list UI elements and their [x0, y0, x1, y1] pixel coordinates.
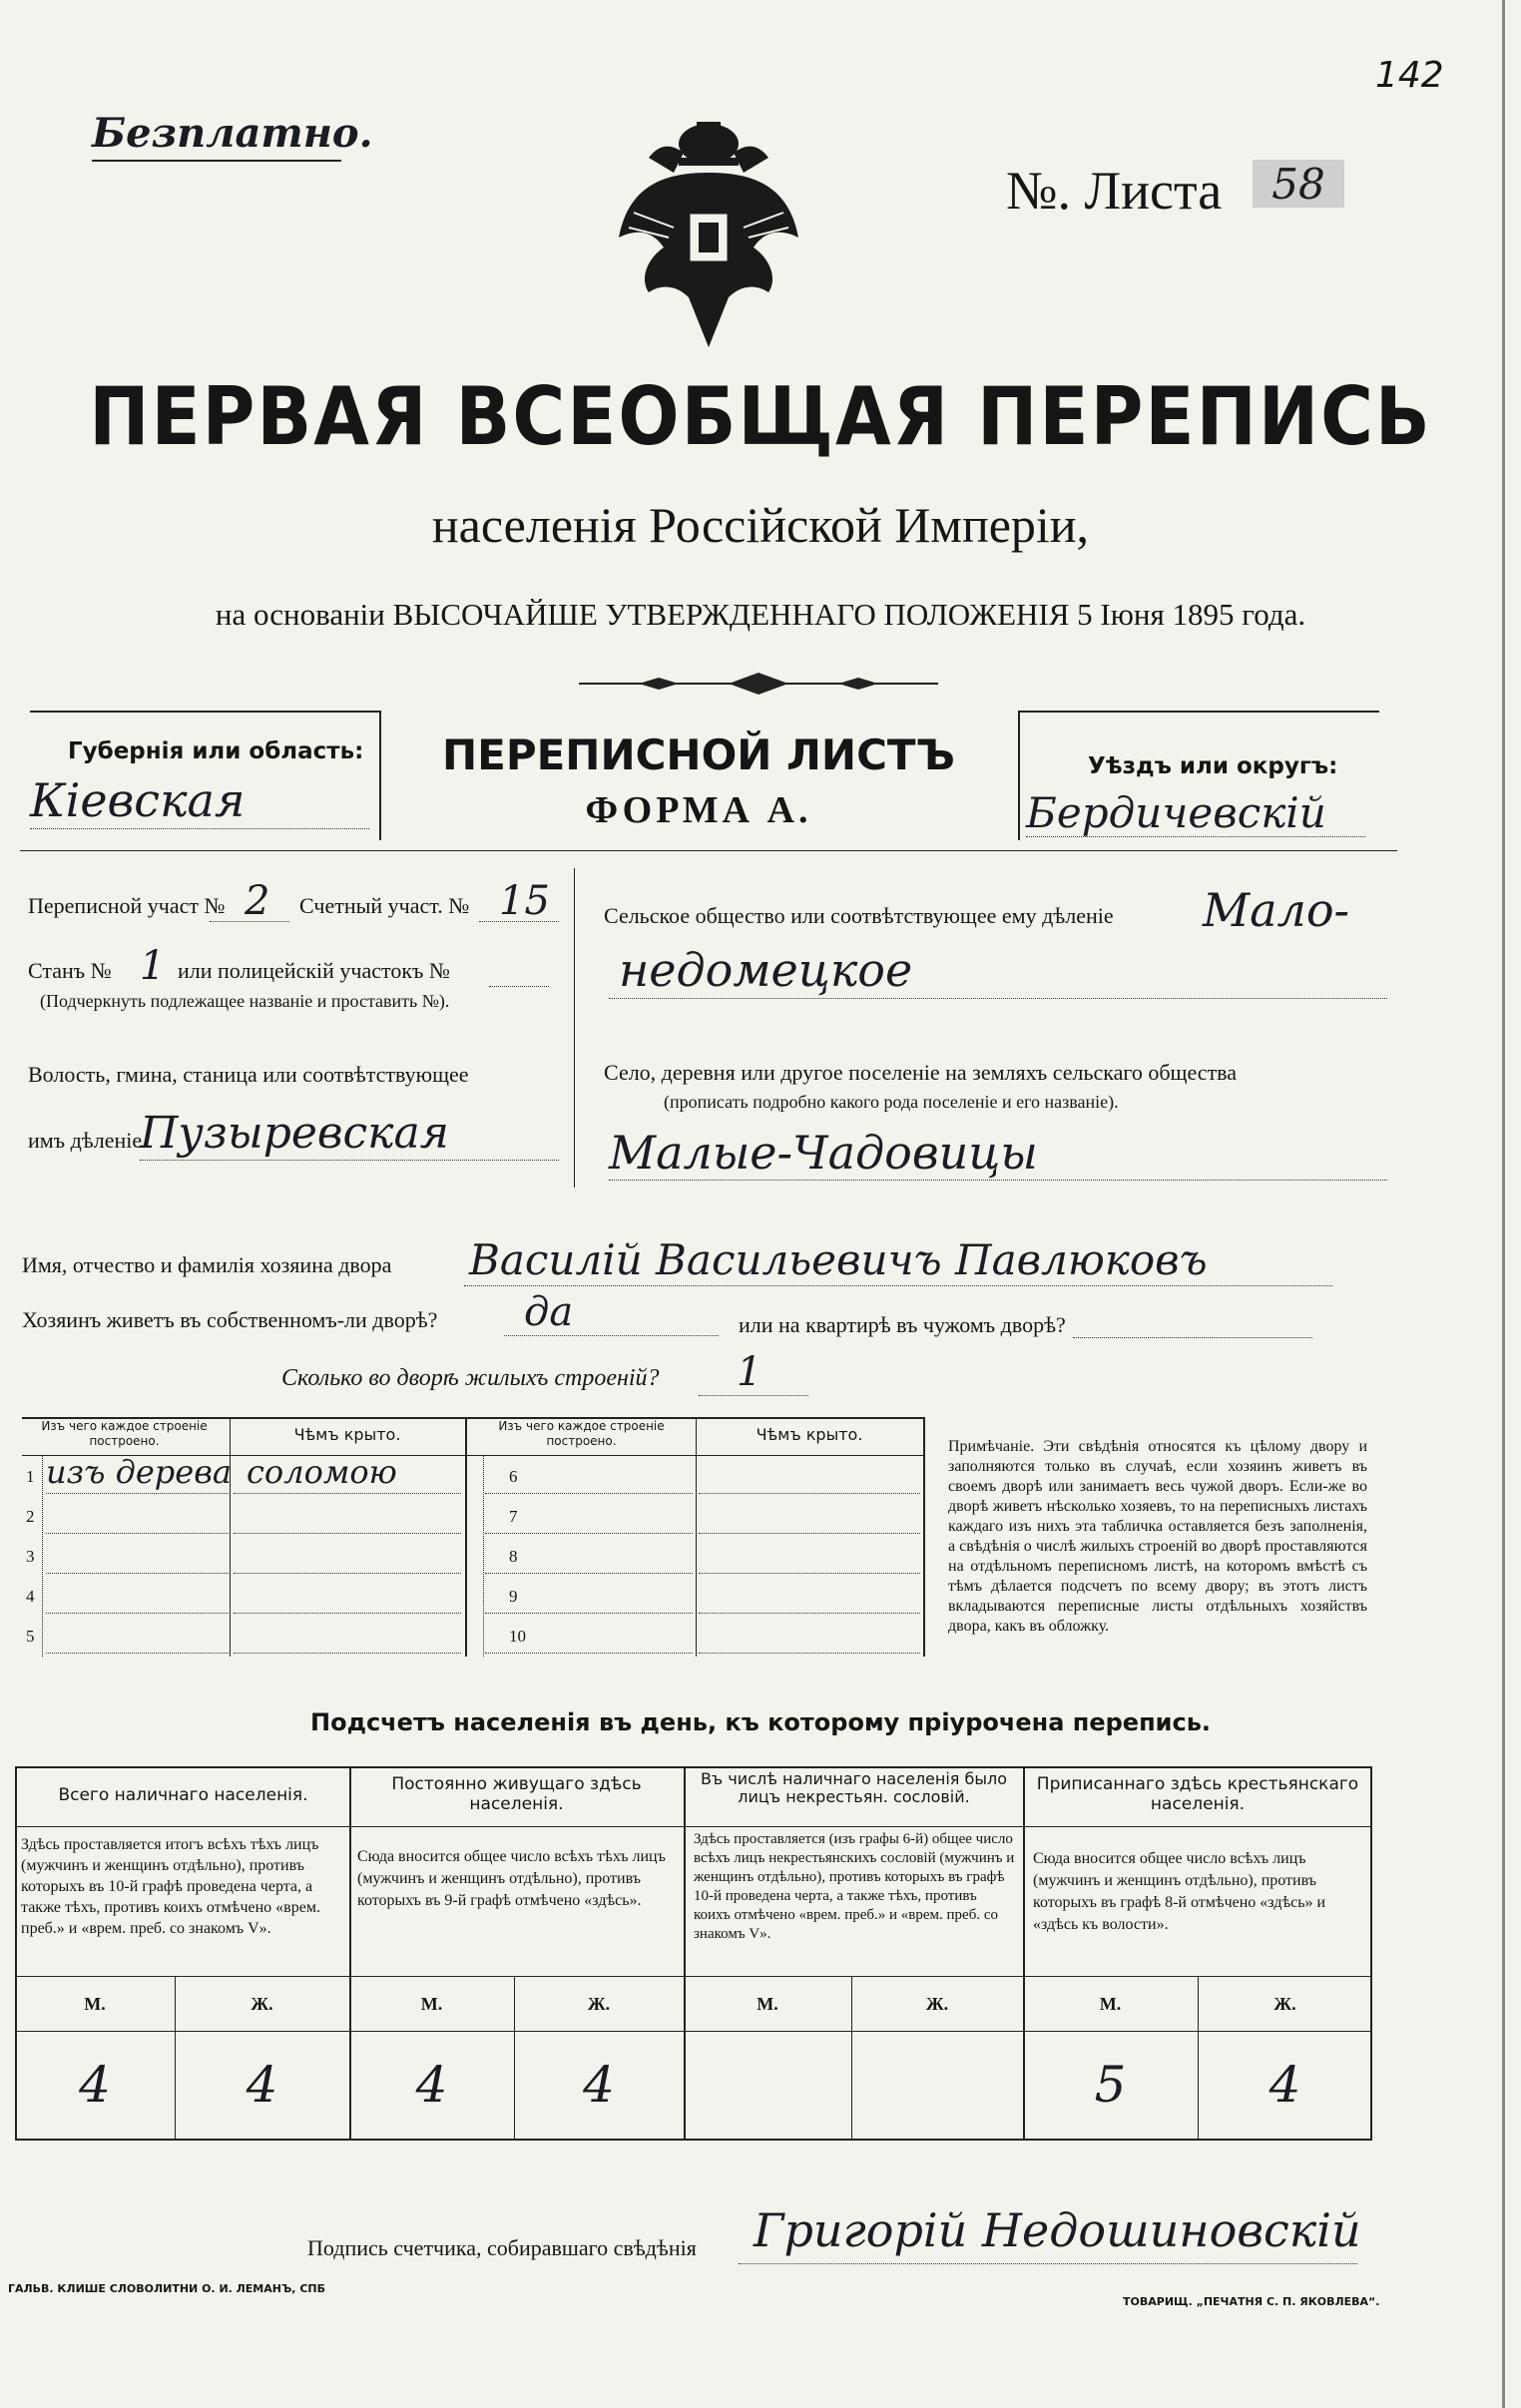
- population-m-value: 4: [415, 2056, 448, 2114]
- gubernia-label: Губернія или область:: [68, 738, 364, 764]
- population-col-head: Приписаннаго здѣсь крестьянскаго населенія.: [1036, 1774, 1359, 1814]
- population-m-label: М.: [757, 1994, 778, 2014]
- form-title: ПЕРЕПИСНОЙ ЛИСТЪ: [441, 730, 956, 779]
- building-row-number: 3: [26, 1547, 35, 1566]
- population-col-desc: Здѣсь проставляется (изъ графы 6-й) общее число всѣхъ лицъ некрестьянскихъ сословій (мужчинъ и женщинъ отдѣльно), противъ которыхъ въ графѣ 10-й проведена черта, а также тѣхъ, противъ коихъ отмѣчено «врем. преб.» и «врем. преб. со знакомъ V».: [694, 1831, 1015, 1942]
- footer-right: ТОВАРИЩ. „ПЕЧАТНЯ С. П. ЯКОВЛЕВА“.: [1123, 2295, 1380, 2308]
- population-col-head: Въ числѣ наличнаго населенія было лицъ некрестьян. сословій.: [700, 1769, 1008, 1806]
- population-table: [15, 1766, 1372, 2141]
- left-material-header: Изъ чего каждое строеніе построено.: [41, 1419, 208, 1448]
- population-col-desc: Сюда вносится общее число всѣхъ лицъ (мужчинъ и женщинъ отдѣльно), противъ которыхъ въ графѣ 8-й отмѣчено «здѣсь» и «здѣсь къ волости».: [1033, 1850, 1326, 1933]
- building-row: [465, 1497, 924, 1537]
- village-hint: (прописать подробно какого рода поселеніе и его названіе).: [664, 1092, 1119, 1112]
- owner-label: Имя, отчество и фамилія хозяина двора: [22, 1252, 392, 1277]
- building-row: [22, 1617, 465, 1657]
- society-value-2: недомецкое: [619, 943, 913, 997]
- imperial-eagle-emblem: [609, 118, 808, 357]
- form-name: ФОРМА А.: [585, 789, 812, 831]
- population-m-label: М.: [1099, 1994, 1122, 2014]
- building-row-number: 4: [26, 1587, 35, 1606]
- stan-value: 1: [140, 943, 166, 989]
- census-area-value: 2: [245, 878, 270, 924]
- census-area-label: Переписной участ №: [28, 893, 226, 918]
- building-row: [22, 1453, 465, 1497]
- form-header-bottom-rule: [20, 850, 1397, 851]
- building-row: [465, 1457, 924, 1497]
- building-row: [465, 1537, 924, 1577]
- volost-label: Волость, гмина, станица или соотвѣтствующее: [28, 1062, 469, 1087]
- building-row-number: 8: [509, 1547, 518, 1566]
- building-row: [22, 1577, 465, 1617]
- footer-left: ГАЛЬВ. КЛИШЕ СЛОВОЛИТНИ О. И. ЛЕМАНЪ, СПБ: [8, 2282, 325, 2295]
- building-row: [22, 1497, 465, 1537]
- society-value-line: [609, 998, 1387, 999]
- ornament-divider: [579, 669, 938, 699]
- village-value-line: [609, 1180, 1387, 1181]
- building-row-number: 5: [26, 1627, 35, 1646]
- village-label: Село, деревня или другое поселеніе на земляхъ сельскаго общества: [604, 1060, 1238, 1085]
- society-label: Сельское общество или соотвѣтствующее ему дѣленіе: [604, 903, 1114, 928]
- gubernia-value-line: [30, 828, 369, 829]
- population-col-head: Всего наличнаго населенія.: [58, 1785, 308, 1805]
- building-roof: соломою: [247, 1453, 397, 1491]
- signature-line: [739, 2263, 1357, 2264]
- volost-value: Пузыревская: [140, 1108, 449, 1159]
- basis-line: на основаніи ВЫСОЧАЙШЕ УТВЕРЖДЕННАГО ПОЛОЖЕНІЯ 5 Іюня 1895 года.: [215, 597, 1306, 632]
- building-row: [22, 1537, 465, 1577]
- corner-mark: 142: [1375, 55, 1444, 96]
- population-col-desc: Сюда вносится общее число всѣхъ тѣхъ лицъ (мужчинъ и женщинъ отдѣльно), противъ которыхъ въ 9-й графѣ отмѣчено «здѣсь».: [357, 1848, 666, 1909]
- own-yard-label: Хозяинъ живетъ въ собственномъ-ли дворѣ?: [22, 1307, 438, 1332]
- sheet-number-label: №. Листа: [1006, 161, 1223, 221]
- population-f-label: Ж.: [251, 1994, 273, 2014]
- count-area-label: Счетный участ. №: [299, 893, 470, 918]
- buildings-value: 1: [737, 1349, 762, 1395]
- building-row: [465, 1577, 924, 1617]
- building-row-number: 7: [509, 1507, 518, 1526]
- population-m-label: М.: [420, 1994, 443, 2014]
- census-area-line: [210, 921, 289, 922]
- page-title: ПЕРВАЯ ВСЕОБЩАЯ ПЕРЕПИСЬ: [89, 368, 1432, 464]
- population-col-desc: Здѣсь проставляется итогъ всѣхъ тѣхъ лицъ (мужчинъ и женщинъ отдѣльно), противъ которыхъ въ 10-й графѣ проведена черта, а также тѣхъ, противъ коихъ отмѣчено «врем. преб.» и «врем. преб. со знакомъ V».: [21, 1836, 320, 1937]
- rented-line: [1073, 1337, 1312, 1338]
- population-m-label: М.: [84, 1994, 106, 2014]
- underline-hint: (Подчеркнуть подлежащее названіе и проставить №).: [40, 991, 450, 1011]
- building-row-number: 1: [26, 1467, 35, 1486]
- location-column-divider: [574, 868, 575, 1188]
- population-m-value: 4: [79, 2056, 111, 2114]
- population-title: Подсчетъ населенія въ день, къ которому пріурочена перепись.: [310, 1708, 1211, 1736]
- signature-label: Подпись счетчика, собиравшаго свѣдѣнія: [307, 2235, 697, 2260]
- own-yard-line: [504, 1335, 719, 1336]
- stan-label: Станъ №: [28, 958, 112, 983]
- page-subtitle: населенія Россійской Имперіи,: [431, 497, 1090, 553]
- building-row-number: 9: [509, 1587, 518, 1606]
- population-f-label: Ж.: [1273, 1994, 1296, 2014]
- population-f-label: Ж.: [925, 1994, 949, 2014]
- population-f-label: Ж.: [587, 1994, 611, 2014]
- buildings-table: [22, 1417, 925, 1657]
- signature-value: Григорій Недошиновскій: [754, 2203, 1361, 2257]
- building-row: [465, 1617, 924, 1657]
- rented-label: или на квартирѣ въ чужомъ дворѣ?: [739, 1312, 1066, 1337]
- remark-text: Примѣчаніе. Эти свѣдѣнія относятся къ цѣлому двору и заполняются только въ случаѣ, если хозяинъ живетъ въ своемъ дворѣ или занимаетъ весь чужой дворъ. Если-же во дворѣ живетъ нѣсколько хозяевъ, то на переписныхъ листахъ каждаго изъ нихъ эта табличка оставляется безъ заполненія, а свѣдѣнія о числѣ жилыхъ строеній во дворѣ проставляются на отдѣльномъ переписномъ листѣ, на которомъ вмѣстѣ съ тѣмъ дѣлается подсчетъ по всему двору; въ этотъ листъ вкладываются переписные листы отдѣльныхъ хозяйствъ двора, какъ въ обложку.: [948, 1438, 1367, 1635]
- right-material-header: Изъ чего каждое строеніе построено.: [498, 1419, 665, 1448]
- owner-value-line: [464, 1285, 1332, 1286]
- right-roof-header: Чѣмъ крыто.: [756, 1425, 863, 1444]
- village-value: Малые-Чадовицы: [609, 1126, 1038, 1180]
- buildings-line: [699, 1395, 808, 1396]
- volost-value-line: [140, 1160, 559, 1161]
- owner-value: Василій Васильевичъ Павлюковъ: [469, 1235, 1208, 1284]
- population-col-head: Постоянно живущаго здѣсь населенія.: [391, 1774, 642, 1814]
- uezd-label: Уѣздъ или округъ:: [1088, 753, 1338, 779]
- free-of-charge-label: Безплатно.: [92, 110, 373, 157]
- uezd-value-line: [1026, 836, 1365, 837]
- building-row-number: 10: [509, 1627, 526, 1646]
- count-area-line: [479, 921, 559, 922]
- building-row-number: 2: [26, 1507, 35, 1526]
- gubernia-value: Кіевская: [30, 773, 246, 827]
- free-underline: [92, 160, 341, 162]
- population-f-value: 4: [583, 2056, 615, 2114]
- population-f-value: 4: [1268, 2056, 1301, 2114]
- population-f-value: 4: [246, 2056, 278, 2114]
- sheet-number-value: 58: [1253, 160, 1344, 208]
- building-material: изъ дерева: [46, 1453, 232, 1491]
- buildings-label: Сколько во дворѣ жилыхъ строеній?: [281, 1365, 660, 1391]
- building-row-number: 6: [509, 1467, 518, 1486]
- population-m-value: 5: [1094, 2056, 1127, 2114]
- own-yard-value: да: [524, 1289, 574, 1335]
- volost-label-2: имъ дѣленіе: [28, 1128, 143, 1153]
- page-edge: [1502, 0, 1505, 2408]
- police-line: [489, 986, 549, 987]
- police-label: или полицейскій участокъ №: [178, 958, 450, 983]
- left-roof-header: Чѣмъ крыто.: [293, 1425, 401, 1444]
- count-area-value: 15: [499, 878, 550, 924]
- society-value-1: Мало-: [1203, 883, 1350, 937]
- uezd-value: Бердичевскій: [1026, 788, 1326, 837]
